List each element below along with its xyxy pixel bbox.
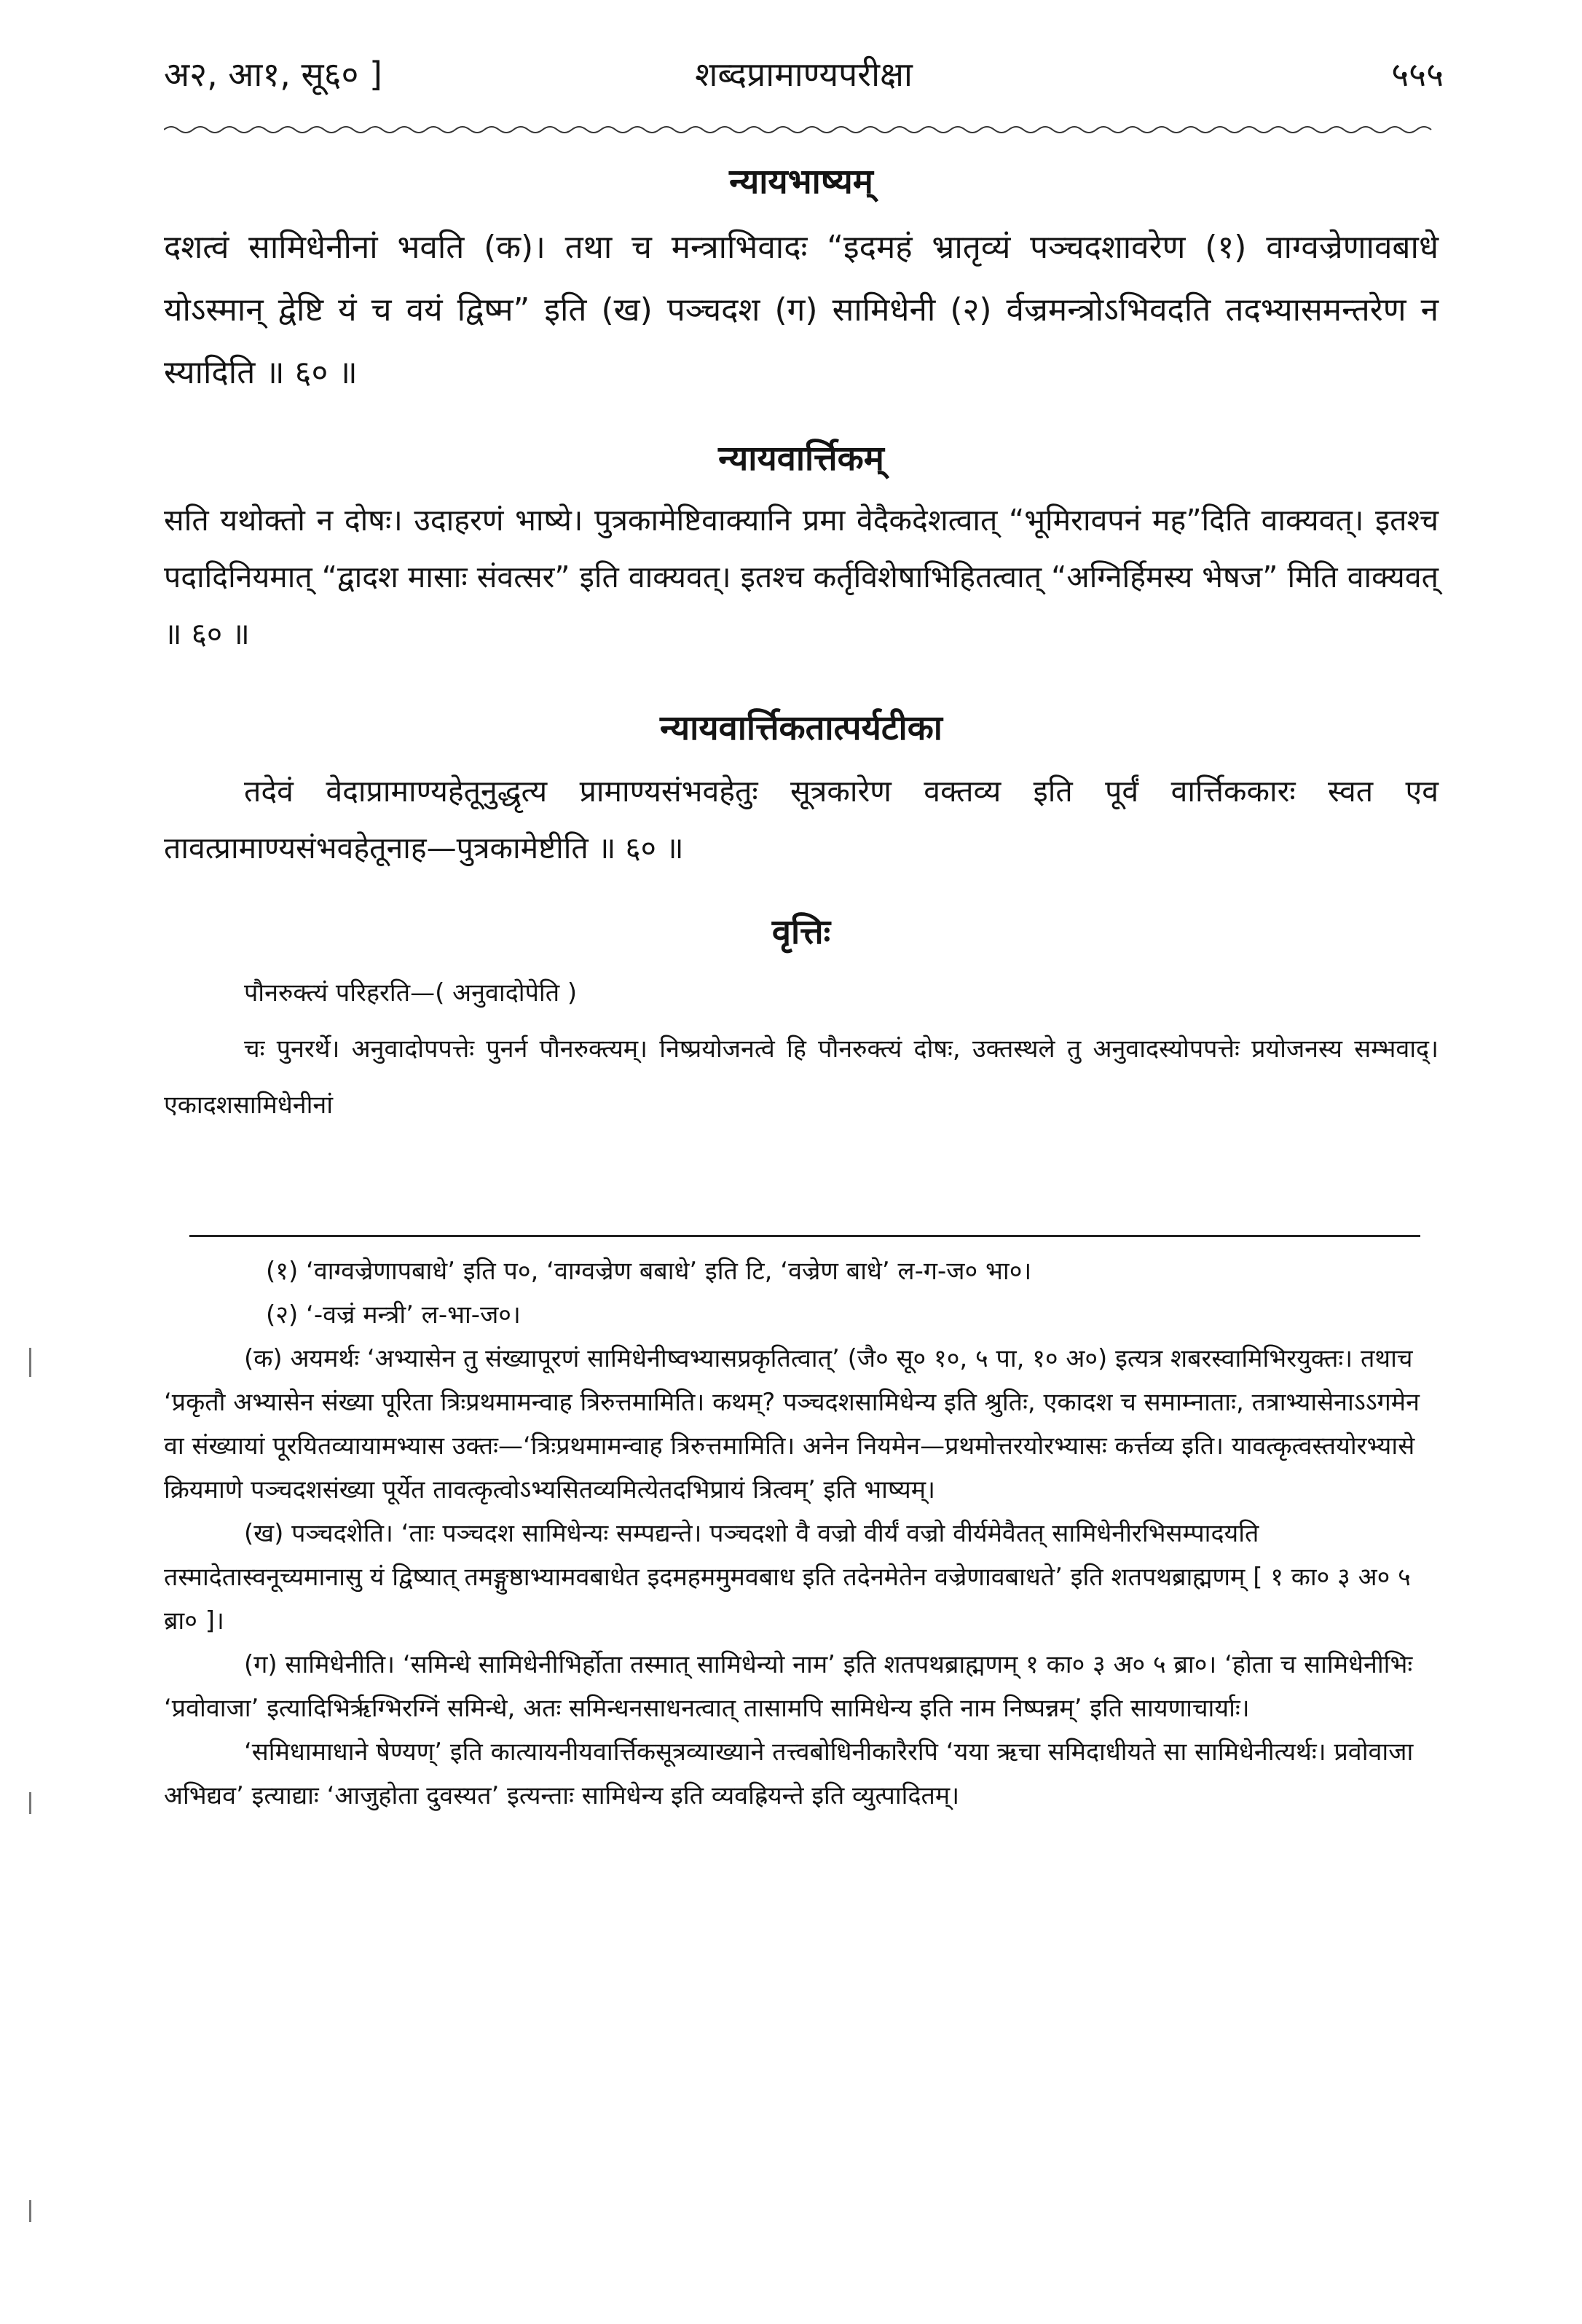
footnote-2: (२) ‘-वज्रं मन्त्री’ ल-भा-ज०।	[266, 1300, 521, 1330]
chapter-reference: अ२, आ१, सू६० ]	[164, 55, 382, 94]
bhashya-section	[164, 157, 1439, 404]
footnote-ga: (ग) सामिधेनीति। ‘समिन्धे सामिधेनीभिर्होता तस्मात् सामिधेन्यो नाम’ इति शतपथब्राह्मणम् १ का० ३ अ० ५ ब्रा०। ‘होता च सामिधेनीभिः ‘प्रवोवाजा’ इत्यादिभिर्ऋग्भिरग्निं समिन्धे, अतः समिन्धनसाधनत्वात् तासामपि सामिधेन्य इति नाम निष्पन्नम्’ इति सायणाचार्याः।	[164, 1650, 1413, 1723]
tika-text: तदेवं वेदाप्रामाण्यहेतूनुद्धृत्य प्रामाण्यसंभवहेतुः सूत्रकारेण वक्तव्य इति पूर्वं वार्त्तिककारः स्वत एव तावत्प्रामाण्यसंभवहेतूनाह—पुत्रकामेष्टीति ॥ ६० ॥	[164, 774, 1439, 865]
footnote-ka: (क) अयमर्थः ‘अभ्यासेन तु संख्यापूरणं सामिधेनीष्वभ्यासप्रकृतित्वात्’ (जै० सू० १०, ५ पा, १० अ०) इत्यत्र शबरस्वामिभिरयुक्तः। तथाच ‘प्रकृतौ अभ्यासेन संख्या पूरिता त्रिःप्रथमामन्वाह त्रिरुत्तमामिति। कथम्? पञ्चदशसामिधेन्य इति श्रुतिः, एकादश च समाम्नाताः, तत्राभ्यासेनाऽऽगमेन वा संख्यायां पूरयितव्यायामभ्यास उक्तः—‘त्रिःप्रथमामन्वाह त्रिरुत्तमामिति। अनेन नियमेन—प्रथमोत्तरयोरभ्यासः कर्त्तव्य इति। यावत्कृत्वस्तयोरभ्यासे क्रियमाणे पञ्चदशसंख्या पूर्येत तावत्कृत्वोऽभ्यसितव्यमित्येतदभिप्रायं त्रित्वम्’ इति भाष्यम्।	[164, 1344, 1420, 1504]
footnote-kha: (ख) पञ्चदशेति। ‘ताः पञ्चदश सामिधेन्यः सम्पद्यन्ते। पञ्चदशो वै वज्रो वीर्यं वज्रो वीर्यमेवैतत् सामिधेनीरभिसम्पादयति तस्मादेतास्वनूच्यमानासु यं द्विष्यात् तमङ्गुष्ठाभ्यामवबाधेत इदमहममुमवबाध इति तदेनमेतेन वज्रेणावबाधते’ इति शतपथब्राह्मणम् [ १ का० ३ अ० ५ ब्रा० ]।	[164, 1519, 1411, 1636]
scan-margin-mark	[29, 2200, 31, 2222]
bhashya-text: दशत्वं सामिधेनीनां भवति (क)। तथा च मन्त्राभिवादः “इदमहं भ्रातृव्यं पञ्चदशावरेण (१) वाग्वज्रेणावबाधे योऽस्मान् द्वेष्टि यं च वयं द्विष्म” इति (ख) पञ्चदश (ग) सामिधेनी (२) र्वज्रमन्त्रोऽभिवदति तदभ्यासमन्तरेण न स्यादिति ॥ ६० ॥	[164, 229, 1439, 391]
vartika-text: सति यथोक्तो न दोषः। उदाहरणं भाष्ये। पुत्रकामेष्टिवाक्यानि प्रमा वेदैकदेशत्वात् “भूमिरावपनं मह”दिति वाक्यवत्। इतश्च पदादिनियमात् “द्वादश मासाः संवत्सर” इति वाक्यवत्। इतश्च कर्तृविशेषाभिहितत्वात् “अग्निर्हिमस्य भेषज” मिति वाक्यवत् ॥ ६० ॥	[164, 503, 1439, 651]
vartika-section	[164, 433, 1439, 662]
tika-heading: न्यायवार्त्तिकतात्पर्यटीका	[660, 708, 942, 748]
vritti-heading: वृत्तिः	[771, 912, 831, 952]
tika-section	[164, 703, 1439, 876]
vritti-section	[164, 907, 1439, 1134]
vritti-line: पौनरुक्त्यं परिहरति—( अनुवादोपेति )	[244, 978, 578, 1008]
page-header	[164, 51, 1444, 109]
running-title: शब्दप्रामाण्यपरीक्षा	[695, 55, 913, 94]
scan-margin-mark	[29, 1348, 31, 1377]
scan-margin-mark	[29, 1792, 31, 1814]
page-number: ५५५	[1391, 55, 1444, 94]
header-wavy-rule	[164, 124, 1439, 136]
footnote-last: ‘समिधामाधाने षेण्यण्’ इति कात्यायनीयवार्त्तिकसूत्रव्याख्याने तत्त्वबोधिनीकारैरपि ‘यया ऋचा समिदाधीयते सा सामिधेनीत्यर्थः। प्रवोवाजा अभिद्यव’ इत्याद्याः ‘आजुहोता दुवस्यत’ इत्यन्ताः सामिधेन्य इति व्यवह्रियन्ते इति व्युत्पादितम्।	[164, 1738, 1414, 1810]
bhashya-heading: न्यायभाष्यम्	[729, 162, 873, 202]
footnote-separator	[189, 1235, 1420, 1237]
vritti-text: चः पुनरर्थे। अनुवादोपपत्तेः पुनर्न पौनरुक्त्यम्। निष्प्रयोजनत्वे हि पौनरुक्त्यं दोषः, उक्तस्थले तु अनुवादस्योपपत्तेः प्रयोजनस्य सम्भवाद्। एकादशसामिधेनीनां	[164, 1035, 1439, 1120]
footnote-1: (१) ‘वाग्वज्रेणापबाधे’ इति प०, ‘वाग्वज्रेण बबाधे’ इति टि, ‘वज्रेण बाधे’ ल-ग-ज० भा०।	[266, 1257, 1032, 1286]
vartika-heading: न्यायवार्त्तिकम्	[718, 439, 884, 479]
footnotes	[164, 1249, 1439, 1818]
